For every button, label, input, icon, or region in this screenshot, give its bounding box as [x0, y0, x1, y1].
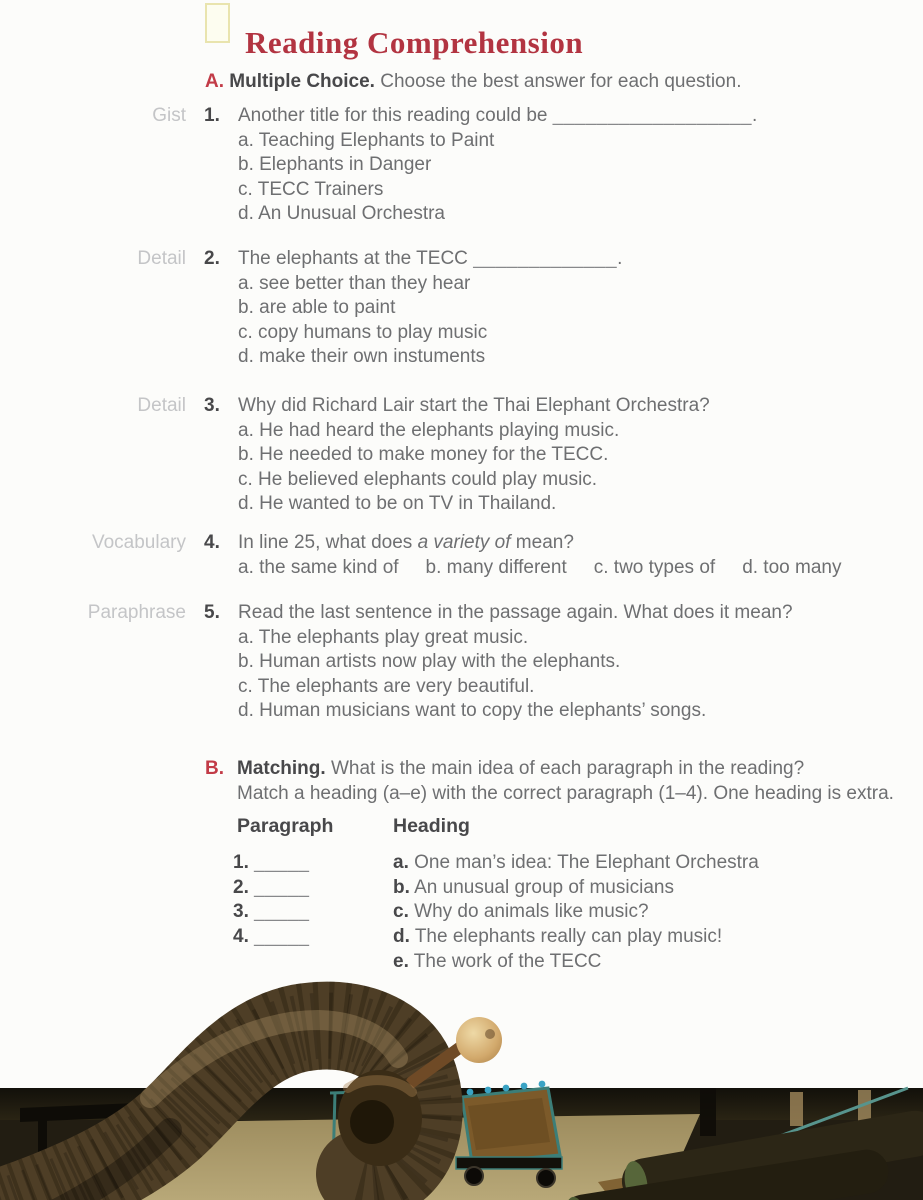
section-b-instruction-line2: Match a heading (a–e) with the correct paragraph (1–4). One heading is extra. [237, 782, 894, 804]
question-1-skill-label: Gist [152, 105, 186, 126]
heading-option-e: e. The work of the TECC [393, 950, 602, 972]
vocabulary-term: a variety of [417, 532, 511, 553]
question-1-option-c: c. TECC Trainers [238, 178, 384, 200]
heading-column [393, 851, 759, 975]
paragraph-3-answer-blank: _____ [254, 901, 310, 923]
question-5-option-c: c. The elephants are very beautiful. [238, 675, 535, 697]
question-1-number: 1. [204, 105, 220, 126]
paragraph-column [233, 851, 309, 950]
question-5-number: 5. [204, 602, 220, 623]
section-a-title: Multiple Choice. [229, 71, 375, 92]
question-2-skill-label: Detail [137, 248, 186, 269]
question-4 [0, 531, 923, 580]
question-5-stem: Read the last sentence in the passage again. What does it mean? [238, 602, 793, 623]
question-4-option-a: a. the same kind of [238, 556, 399, 578]
paragraph-row-4: 4. _____ [233, 926, 310, 948]
section-b-header [205, 757, 905, 806]
question-3-option-c: c. He believed elephants could play music. [238, 468, 598, 490]
question-1-stem: Another title for this reading could be __________________. [238, 105, 758, 126]
question-2-option-b: b. are able to paint [238, 297, 396, 319]
question-1-answer-blank: __________________ [552, 105, 752, 126]
paragraph-row-2: 2. _____ [233, 876, 310, 898]
column-header-paragraph: Paragraph [237, 815, 334, 837]
mallet-ball [456, 1017, 502, 1063]
section-b-instruction-line1: Matching. What is the main idea of each paragraph in the reading? [237, 758, 805, 779]
question-3-number: 3. [204, 395, 220, 416]
section-b-letter: B. [205, 758, 224, 779]
question-3-skill-label: Detail [137, 395, 186, 416]
question-5-skill-label: Paraphrase [87, 602, 186, 623]
question-5-option-d: d. Human musicians want to copy the elephants’ songs. [238, 700, 707, 722]
question-2 [0, 247, 923, 370]
column-header-heading: Heading [393, 815, 470, 837]
section-a-letter: A. [205, 71, 224, 92]
paragraph-row-3: 3. _____ [233, 901, 310, 923]
page-title: Reading Comprehension [245, 24, 584, 60]
question-4-skill-label: Vocabulary [91, 532, 186, 553]
question-2-stem: The elephants at the TECC _____________. [238, 248, 623, 269]
question-3 [0, 394, 923, 517]
section-b-title: Matching. [237, 758, 326, 779]
cart-wheel [537, 1169, 555, 1187]
question-4-option-c: c. two types of [593, 556, 716, 578]
question-4-option-b: b. many different [425, 556, 567, 578]
section-a-header [205, 70, 741, 95]
question-5-option-b: b. Human artists now play with the elephants. [238, 651, 621, 673]
cart-wheel [465, 1167, 483, 1185]
paragraph-4-answer-blank: _____ [254, 926, 310, 948]
title-square-icon [205, 3, 230, 43]
question-5-option-a: a. The elephants play great music. [238, 626, 529, 648]
question-1-option-b: b. Elephants in Danger [238, 154, 432, 176]
question-5 [0, 601, 923, 724]
hanging-strap [790, 1092, 803, 1126]
question-1 [0, 104, 923, 227]
question-2-answer-blank: _____________ [473, 248, 618, 269]
question-2-number: 2. [204, 248, 220, 269]
heading-option-c: c. Why do animals like music? [393, 901, 649, 923]
question-3-option-a: a. He had heard the elephants playing music. [238, 419, 620, 441]
question-4-options-row [238, 556, 888, 581]
paragraph-1-answer-blank: _____ [254, 852, 310, 873]
question-3-option-b: b. He needed to make money for the TECC. [238, 444, 609, 466]
section-a-instruction: Choose the best answer for each question. [380, 71, 742, 92]
question-2-option-c: c. copy humans to play music [238, 321, 488, 343]
question-4-option-d: d. too many [742, 556, 842, 578]
question-2-option-a: a. see better than they hear [238, 272, 471, 294]
question-3-stem: Why did Richard Lair start the Thai Elephant Orchestra? [238, 395, 710, 416]
paragraph-row-1: 1. _____ [233, 852, 310, 873]
question-1-option-a: a. Teaching Elephants to Paint [238, 129, 495, 151]
heading-option-a: a. One man’s idea: The Elephant Orchestra [393, 852, 759, 873]
heading-option-b: b. An unusual group of musicians [393, 876, 674, 898]
question-4-number: 4. [204, 532, 220, 553]
heading-option-d: d. The elephants really can play music! [393, 926, 723, 948]
question-2-option-d: d. make their own instuments [238, 346, 486, 368]
trunk-tip-curl [338, 1070, 422, 1166]
elephant-orchestra-photo [0, 980, 923, 1200]
question-1-option-d: d. An Unusual Orchestra [238, 203, 445, 225]
question-4-stem: In line 25, what does a variety of mean? [238, 532, 574, 553]
question-3-option-d: d. He wanted to be on TV in Thailand. [238, 493, 557, 515]
paragraph-2-answer-blank: _____ [254, 876, 310, 898]
